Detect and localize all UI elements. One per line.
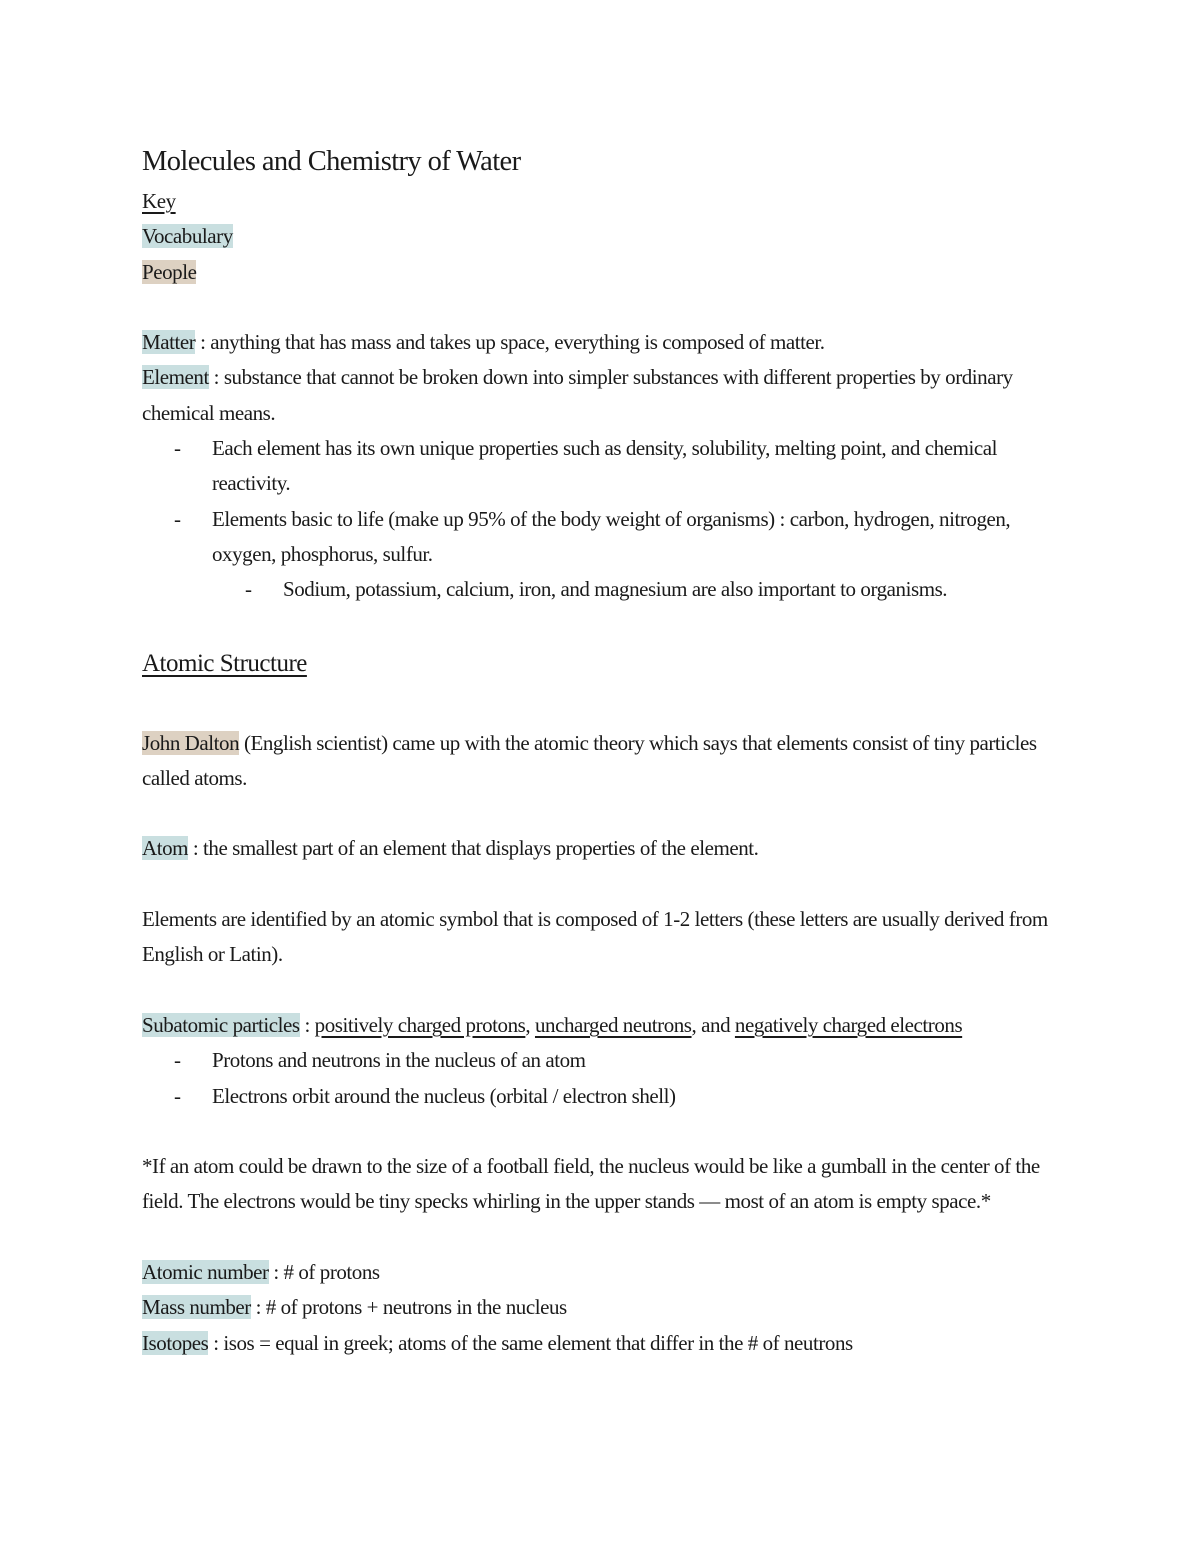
vocab-term: Element xyxy=(142,365,209,390)
element-definition: Element : substance that cannot be broken down into simpler substances with different properties by ordinary chemical means. xyxy=(142,365,1013,425)
vocab-term: Atomic number xyxy=(142,1260,269,1285)
list-item: - Each element has its own unique properties such as density, solubility, melting point, and chemical reactivity. xyxy=(174,436,997,496)
list-item: - Elements basic to life (make up 95% of the body weight of organisms) : carbon, hydrogen, nitrogen, oxygen, phosphorus, sulfur. xyxy=(174,506,1011,566)
isotopes-definition: Isotopes : isos = equal in greek; atoms of the same element that differ in the # of neutrons xyxy=(142,1330,853,1355)
vocab-term: Atom xyxy=(142,836,189,861)
vocab-term: Isotopes xyxy=(142,1330,209,1355)
key-heading: Key xyxy=(142,189,176,213)
atom-definition: Atom : the smallest part of an element that displays properties of the element. xyxy=(142,836,759,861)
matter-definition: Matter : anything that has mass and takes up space, everything is composed of matter. xyxy=(142,330,825,355)
subatomic-definition: Subatomic particles : positively charged protons, uncharged neutrons, and negatively charged electrons xyxy=(142,1012,963,1037)
atomic-number-definition: Atomic number : # of protons xyxy=(142,1260,380,1285)
key-vocabulary: Vocabulary xyxy=(142,224,233,249)
mass-number-definition: Mass number : # of protons + neutrons in the nucleus xyxy=(142,1295,567,1320)
spacer xyxy=(142,796,1072,831)
document-title: Molecules and Chemistry of Water xyxy=(142,146,521,177)
spacer xyxy=(142,867,1072,902)
spacer xyxy=(142,608,1072,646)
spacer xyxy=(142,290,1072,325)
spacer xyxy=(142,1220,1072,1255)
key-people: People xyxy=(142,259,197,284)
spacer xyxy=(142,1114,1072,1149)
vocab-term: Matter xyxy=(142,330,196,355)
list-item: - Electrons orbit around the nucleus (orbital / electron shell) xyxy=(174,1083,676,1108)
section-heading-atomic-structure: Atomic Structure xyxy=(142,649,307,677)
spacer xyxy=(142,681,1072,726)
document-body xyxy=(142,142,1072,1361)
dalton-paragraph: John Dalton (English scientist) came up with the atomic theory which says that elements consist of tiny particles called atoms. xyxy=(142,730,1037,790)
symbols-paragraph: Elements are identified by an atomic symbol that is composed of 1-2 letters (these letters are usually derived from English or Latin). xyxy=(142,907,1048,967)
spacer xyxy=(142,973,1072,1008)
vocab-term: Subatomic particles xyxy=(142,1012,300,1037)
list-item: - Protons and neutrons in the nucleus of an atom xyxy=(174,1048,586,1073)
vocab-term: Mass number xyxy=(142,1295,251,1320)
person-name: John Dalton xyxy=(142,730,240,755)
football-note: *If an atom could be drawn to the size of a football field, the nucleus would be like a gumball in the center of the field. The electrons would be tiny specks whirling in the upper stands — most of an atom is empty space.* xyxy=(142,1154,1040,1214)
sub-list-item: - Sodium, potassium, calcium, iron, and magnesium are also important to organisms. xyxy=(245,577,948,602)
